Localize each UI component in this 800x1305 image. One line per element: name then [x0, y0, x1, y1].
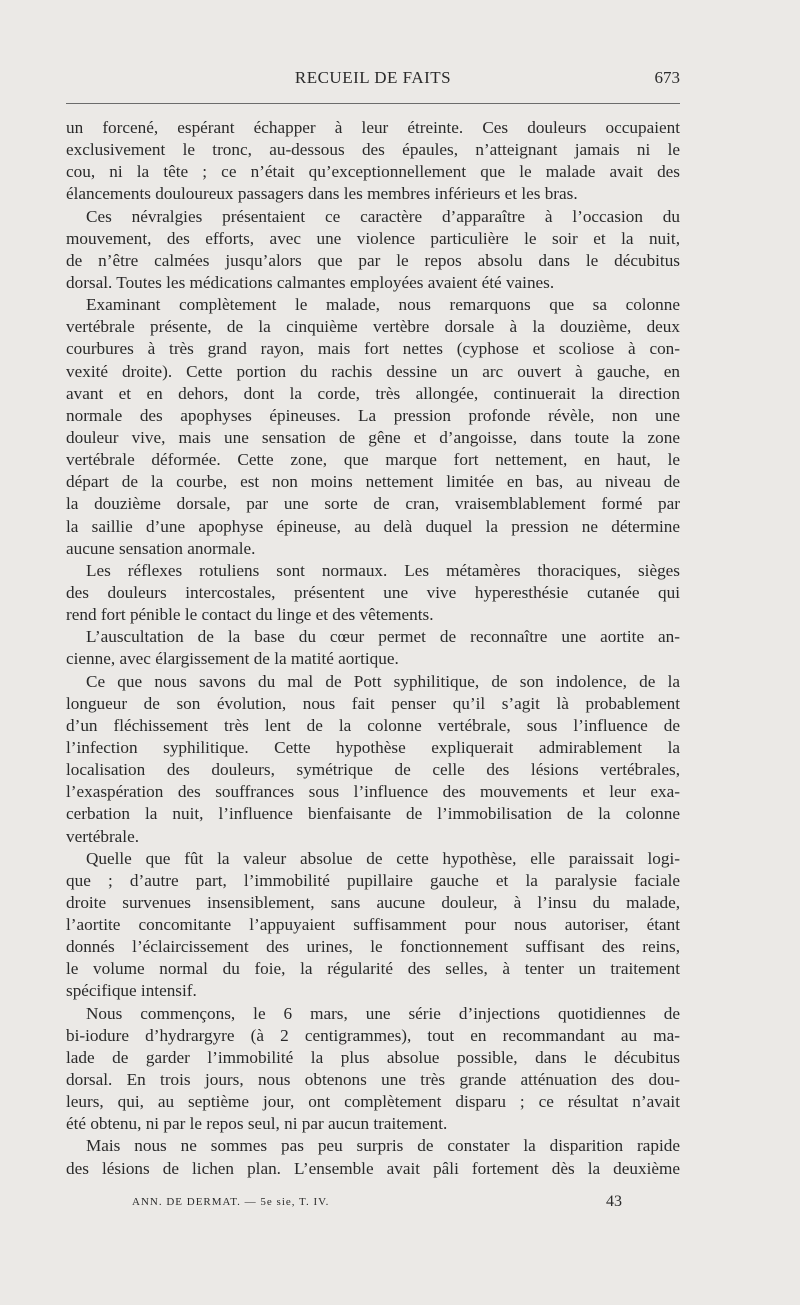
text-line: Examinant complètement le malade, nous remarquons que sa colonne [86, 295, 680, 315]
text-line: rend fort pénible le contact du linge et des vêtements. [66, 605, 434, 625]
page-number: 673 [654, 68, 680, 87]
journal-reference: ANN. DE DERMAT. — 5e sie, T. IV. [132, 1196, 330, 1208]
text-line: des lésions de lichen plan. L’ensemble avait pâli fortement dès la deuxième [66, 1158, 680, 1178]
text-line: longueur de son évolution, nous fait penser qu’il s’agit là probablement [66, 693, 680, 713]
text-line: vertébrale présente, de la cinquième vertèbre dorsale à la douzième, deux [66, 317, 680, 337]
page-footer [132, 1192, 622, 1216]
text-line: dorsal. En trois jours, nous obtenons une très grande atténuation des dou- [66, 1070, 680, 1090]
text-line: leurs, qui, au septième jour, ont complètement disparu ; ce résultat n’avait [66, 1092, 680, 1112]
text-line: d’un fléchissement très lent de la colonne vertébrale, sous l’influence de [66, 715, 680, 735]
text-line: bi-iodure d’hydrargyre (à 2 centigrammes), tout en recommandant au ma- [66, 1025, 680, 1045]
text-line: Nous commençons, le 6 mars, une série d’injections quotidiennes de [86, 1003, 680, 1023]
text-line: vexité droite). Cette portion du rachis dessine un arc ouvert à gauche, en [66, 361, 680, 381]
text-line: été obtenu, ni par le repos seul, ni par aucun traitement. [66, 1114, 448, 1134]
text-line: l’infection syphilitique. Cette hypothèse expliquerait admirablement la [66, 737, 680, 757]
text-line: vertébrale déformée. Cette zone, que marque fort nettement, en haut, le [66, 450, 680, 470]
text-line: dorsal. Toutes les médications calmantes employées avaient été vaines. [66, 272, 555, 292]
text-line: Ce que nous savons du mal de Pott syphilitique, de son indolence, de la [86, 671, 680, 691]
text-line: mouvement, des efforts, avec une violence particulière le soir et la nuit, [66, 228, 680, 248]
text-line: départ de la courbe, est non moins nettement limitée en bas, au niveau de [66, 472, 680, 492]
text-line: lade de garder l’immobilité la plus absolue possible, dans le décubitus [66, 1047, 680, 1067]
header-rule [66, 103, 680, 104]
text-line: cou, ni la tête ; ce n’était qu’exceptionnellement que le malade avait des [66, 162, 680, 182]
text-line: spécifique intensif. [66, 981, 197, 1001]
text-line: vertébrale. [66, 826, 139, 846]
text-line: la douzième dorsale, par une sorte de cran, vraisemblablement formé par [66, 494, 680, 514]
text-line: Ces névralgies présentaient ce caractère d’apparaître à l’occasion du [86, 206, 680, 226]
text-line: L’auscultation de la base du cœur permet de reconnaître une aortite an- [86, 627, 680, 647]
text-line: douleur vive, mais une sensation de gêne et d’angoisse, dans toute la zone [66, 427, 680, 447]
text-line: courbures à très grand rayon, mais fort nettes (cyphose et scoliose à con- [66, 339, 680, 359]
text-line: cerbation la nuit, l’influence bienfaisante de l’immobilisation de la colonne [66, 804, 680, 824]
text-line: Mais nous ne sommes pas peu surpris de constater la disparition rapide [86, 1136, 680, 1156]
page-header [66, 66, 680, 94]
text-line: des douleurs intercostales, présentent une vive hyperesthésie cutanée qui [66, 582, 680, 602]
text-line: cienne, avec élargissement de la matité aortique. [66, 649, 399, 669]
text-line: droite survenues insensiblement, sans aucune douleur, à l’insu du malade, [66, 892, 680, 912]
running-head: RECUEIL DE FAITS [294, 68, 452, 87]
body-text [66, 117, 680, 1180]
text-line: Quelle que fût la valeur absolue de cette hypothèse, elle paraissait logi- [86, 848, 680, 868]
text-line: le volume normal du foie, la régularité des selles, à tenter un traitement [66, 959, 680, 979]
text-line: avant et en dehors, dont la corde, très allongée, continuerait la direction [66, 383, 680, 403]
text-line: un forcené, espérant échapper à leur étreinte. Ces douleurs occupaient [66, 118, 680, 137]
text-line: que ; d’autre part, l’immobilité pupillaire gauche et la paralysie faciale [66, 870, 680, 890]
text-line: élancements douloureux passagers dans les membres inférieurs et les bras. [66, 184, 578, 204]
text-line: de n’être calmées jusqu’alors que par le repos absolu dans le décubitus [66, 250, 680, 270]
text-line: aucune sensation anormale. [66, 538, 256, 558]
text-line: Les réflexes rotuliens sont normaux. Les métamères thoraciques, sièges [86, 560, 680, 580]
text-line: l’exaspération des souffrances sous l’influence des mouvements et leur exa- [66, 782, 680, 802]
text-line: la saillie d’une apophyse épineuse, au delà duquel la pression ne détermine [66, 516, 680, 536]
text-line: exclusivement le tronc, au-dessous des épaules, n’atteignant jamais ni le [66, 140, 680, 160]
text-line: localisation des douleurs, symétrique de celle des lésions vertébrales, [66, 760, 680, 780]
text-line: l’aortite concomitante l’appuyaient suffisamment pour nous autoriser, étant [66, 915, 680, 935]
text-line: donnés l’éclaircissement des urines, le fonctionnement suffisant des reins, [66, 937, 680, 957]
signature-mark: 43 [606, 1193, 622, 1210]
text-line: normale des apophyses épineuses. La pression profonde révèle, non une [66, 405, 680, 425]
